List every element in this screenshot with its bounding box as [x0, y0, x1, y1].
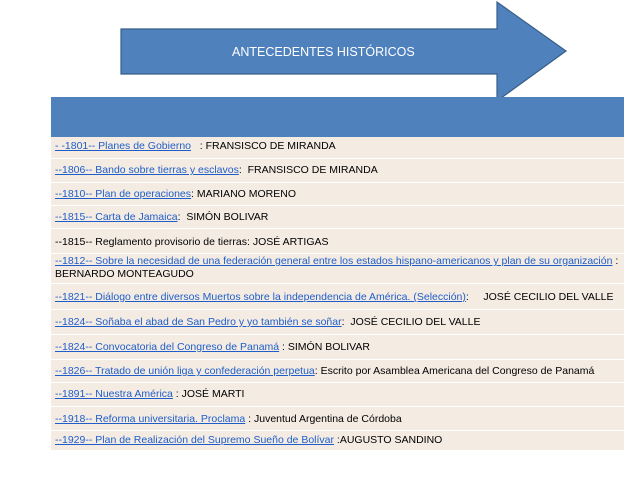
- list-item-author: : BERNARDO MONTEAGUDO: [55, 255, 619, 280]
- list-item-link[interactable]: --1812-- Sobre la necesidad de una federación general entre los estados hispano-americanos y plan de su organización: [55, 255, 613, 267]
- list-header-bar: [51, 97, 624, 137]
- list-item-author: : SIMÓN BOLIVAR: [177, 211, 269, 223]
- list-item: [51, 341, 624, 354]
- list-item: [51, 434, 624, 447]
- row-divider: [51, 309, 624, 310]
- row-divider: [51, 382, 624, 383]
- list-item: [51, 211, 624, 224]
- list-item-author: : Escrito por Asamblea Americana del Congreso de Panamá: [314, 365, 595, 377]
- list-item-link[interactable]: --1810-- Plan de operaciones: [55, 188, 191, 200]
- list-item-author: : FRANSISCO DE MIRANDA: [238, 164, 378, 176]
- list-item-link[interactable]: --1918-- Reforma universitaria. Proclama: [55, 413, 246, 425]
- list-item-link[interactable]: --1891-- Nuestra América: [55, 388, 173, 400]
- row-divider: [51, 182, 624, 183]
- list-item-link[interactable]: --1824-- Soñaba el abad de San Pedro y yo también se soñar: [55, 316, 342, 328]
- list-item: [51, 365, 624, 378]
- banner-title: ANTECEDENTES HISTÓRICOS: [232, 45, 415, 59]
- list-item: [51, 255, 624, 281]
- row-divider: [51, 228, 624, 229]
- list-item: [51, 388, 624, 401]
- list-item-author: : Juventud Argentina de Córdoba: [245, 413, 402, 425]
- list-item: [51, 291, 624, 304]
- list-item-author: : FRANSISCO DE MIRANDA: [191, 140, 336, 152]
- list-item-link[interactable]: --1826-- Tratado de unión liga y confederación perpetua: [55, 365, 315, 377]
- list-item: [51, 316, 624, 329]
- row-divider: [51, 334, 624, 335]
- list-item-link[interactable]: --1821-- Diálogo entre diversos Muertos sobre la independencia de América. (Selección): [55, 291, 466, 303]
- list-item-author: : JOSÉ CECILIO DEL VALLE: [341, 316, 481, 328]
- row-divider: [51, 158, 624, 159]
- row-divider: [51, 406, 624, 407]
- list-item-link[interactable]: --1824-- Convocatoria del Congreso de Panamá: [55, 341, 280, 353]
- list-item: [51, 188, 624, 201]
- list-item-author: : MARIANO MORENO: [191, 188, 297, 200]
- list-item-author: :AUGUSTO SANDINO: [334, 434, 443, 446]
- list-item-author: : JOSÉ CECILIO DEL VALLE: [465, 291, 614, 303]
- list-item-link[interactable]: --1806-- Bando sobre tierras y esclavos: [55, 164, 239, 176]
- row-divider: [51, 430, 624, 431]
- list-item: [51, 140, 624, 153]
- list-item-text: --1815-- Reglamento provisorio de tierras: JOSÉ ARTIGAS: [55, 236, 329, 248]
- row-divider: [51, 253, 624, 254]
- list-item-author: : SIMÓN BOLIVAR: [279, 341, 370, 353]
- row-divider: [51, 283, 624, 284]
- row-divider: [51, 205, 624, 206]
- list-item-link[interactable]: --1815-- Carta de Jamaica: [55, 211, 178, 223]
- list-item-link[interactable]: --1929-- Plan de Realización del Supremo Sueño de Bolívar: [55, 434, 334, 446]
- row-divider: [51, 359, 624, 360]
- list-item: [51, 164, 624, 177]
- list-item: [51, 236, 624, 249]
- list-item-author: : JOSÉ MARTI: [172, 388, 245, 400]
- list-item: [51, 413, 624, 426]
- list-item-link[interactable]: - -1801-- Planes de Gobierno: [55, 140, 191, 152]
- antecedents-list: [51, 97, 624, 450]
